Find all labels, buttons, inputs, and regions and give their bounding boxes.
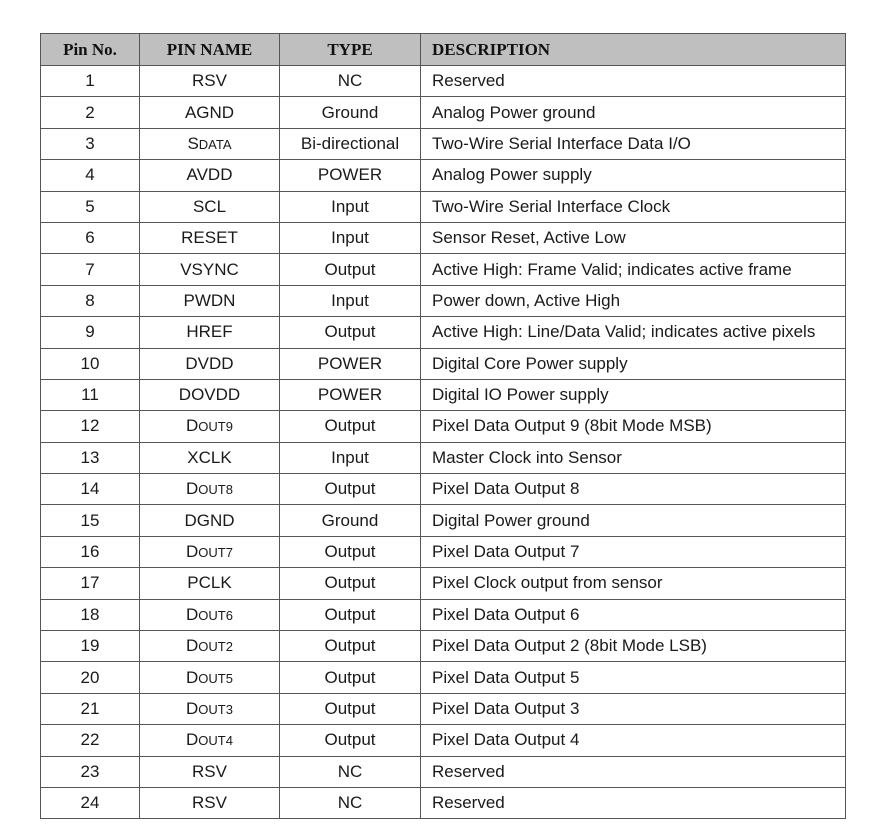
table-row (41, 693, 846, 724)
pin-number-cell: 7 (41, 254, 140, 285)
pin-name-cell: AVDD (140, 160, 280, 191)
pin-name-cell: AGND (140, 97, 280, 128)
header-type: TYPE (280, 34, 421, 66)
pin-name-rest: OUT4 (198, 733, 233, 749)
table-row (41, 160, 846, 191)
header-description: DESCRIPTION (421, 34, 846, 66)
pin-type-cell: Output (280, 693, 421, 724)
header-pin-name: PIN NAME (140, 34, 280, 66)
pin-name-cell: HREF (140, 317, 280, 348)
pin-description-cell: Active High: Frame Valid; indicates active frame (421, 254, 846, 285)
pin-number-cell: 14 (41, 474, 140, 505)
table-row (41, 411, 846, 442)
table-row (41, 505, 846, 536)
pin-description-cell: Pixel Data Output 6 (421, 599, 846, 630)
pin-type-cell: Ground (280, 505, 421, 536)
pin-number-cell: 24 (41, 787, 140, 818)
pin-description-cell: Pixel Data Output 8 (421, 474, 846, 505)
pin-number-cell: 19 (41, 631, 140, 662)
pin-description-cell: Digital IO Power supply (421, 379, 846, 410)
pin-name-initial: D (186, 479, 199, 499)
pin-description-cell: Digital Power ground (421, 505, 846, 536)
pin-name-cell (140, 662, 280, 693)
pin-number-cell: 1 (41, 66, 140, 97)
pin-name-cell (140, 536, 280, 567)
pin-type-cell: Input (280, 285, 421, 316)
table-row (41, 222, 846, 253)
table-row (41, 191, 846, 222)
table-row (41, 662, 846, 693)
pin-type-cell: Ground (280, 97, 421, 128)
pin-description-cell: Pixel Data Output 4 (421, 725, 846, 756)
pin-name-cell: RSV (140, 787, 280, 818)
pin-number-cell: 11 (41, 379, 140, 410)
table-row (41, 128, 846, 159)
pin-number-cell: 3 (41, 128, 140, 159)
pin-name-cell (140, 693, 280, 724)
table-row (41, 442, 846, 473)
pin-type-cell: Output (280, 317, 421, 348)
pin-type-cell: Output (280, 474, 421, 505)
table-row (41, 66, 846, 97)
pin-name-rest: OUT5 (198, 670, 233, 686)
table-row (41, 536, 846, 567)
table-row (41, 379, 846, 410)
pin-name-cell: DVDD (140, 348, 280, 379)
pin-type-cell: NC (280, 66, 421, 97)
pin-description-cell: Reserved (421, 66, 846, 97)
pin-type-cell: Output (280, 725, 421, 756)
pin-number-cell: 15 (41, 505, 140, 536)
pin-name-rest: OUT6 (198, 607, 233, 623)
pin-name-initial: D (186, 604, 199, 624)
pin-name-initial: D (186, 667, 199, 687)
pin-name-cell (140, 411, 280, 442)
table-row (41, 568, 846, 599)
table-row (41, 725, 846, 756)
pin-name-cell: DOVDD (140, 379, 280, 410)
pin-description-cell: Pixel Clock output from sensor (421, 568, 846, 599)
pin-number-cell: 20 (41, 662, 140, 693)
pin-type-cell: POWER (280, 348, 421, 379)
pin-name-initial: S (187, 133, 199, 153)
pin-description-cell: Two-Wire Serial Interface Data I/O (421, 128, 846, 159)
pin-name-rest: OUT3 (198, 702, 233, 717)
pin-description-cell: Sensor Reset, Active Low (421, 222, 846, 253)
pin-name-rest: DATA (198, 136, 232, 152)
pin-number-cell: 10 (41, 348, 140, 379)
pin-description-cell: Master Clock into Sensor (421, 442, 846, 473)
table-row (41, 97, 846, 128)
pin-number-cell: 9 (41, 317, 140, 348)
pin-type-cell: POWER (280, 379, 421, 410)
pin-name-cell: PWDN (140, 285, 280, 316)
table-row (41, 317, 846, 348)
pin-name-cell (140, 128, 280, 159)
pin-description-cell: Active High: Line/Data Valid; indicates active pixels (421, 317, 846, 348)
pin-number-cell: 6 (41, 222, 140, 253)
pin-name-rest: OUT2 (198, 639, 233, 655)
pin-type-cell: Input (280, 222, 421, 253)
pin-number-cell: 22 (41, 725, 140, 756)
pin-number-cell: 2 (41, 97, 140, 128)
table-row (41, 254, 846, 285)
pin-name-cell (140, 631, 280, 662)
pin-name-cell (140, 725, 280, 756)
table-row (41, 599, 846, 630)
pin-type-cell: Input (280, 191, 421, 222)
pin-description-cell: Reserved (421, 787, 846, 818)
pin-name-cell: RESET (140, 222, 280, 253)
table-header (41, 34, 846, 66)
table-row (41, 348, 846, 379)
pin-name-rest: OUT7 (198, 545, 233, 561)
header-pin-no: Pin No. (41, 34, 140, 66)
pin-type-cell: NC (280, 787, 421, 818)
pin-name-rest: OUT8 (198, 482, 233, 498)
pin-name-initial: D (186, 636, 199, 656)
pin-name-cell: XCLK (140, 442, 280, 473)
pin-name-initial: D (186, 730, 199, 750)
pin-type-cell: NC (280, 756, 421, 787)
pin-description-cell: Pixel Data Output 5 (421, 662, 846, 693)
pin-number-cell: 17 (41, 568, 140, 599)
pin-name-initial: D (186, 699, 199, 718)
pin-number-cell: 18 (41, 599, 140, 630)
pin-type-cell: Input (280, 442, 421, 473)
pin-name-rest: OUT9 (198, 419, 233, 435)
pin-description-cell: Reserved (421, 756, 846, 787)
pin-name-cell: SCL (140, 191, 280, 222)
pin-description-cell: Power down, Active High (421, 285, 846, 316)
pin-name-cell: DGND (140, 505, 280, 536)
pin-description-cell: Pixel Data Output 7 (421, 536, 846, 567)
pin-type-cell: Output (280, 568, 421, 599)
pin-name-cell: RSV (140, 66, 280, 97)
pin-description-cell: Pixel Data Output 2 (8bit Mode LSB) (421, 631, 846, 662)
pin-name-cell: RSV (140, 756, 280, 787)
pin-description-cell: Pixel Data Output 3 (421, 693, 846, 724)
pin-name-cell (140, 474, 280, 505)
pin-type-cell: Output (280, 662, 421, 693)
pin-description-cell: Analog Power supply (421, 160, 846, 191)
pin-number-cell: 16 (41, 536, 140, 567)
pin-type-cell: Output (280, 631, 421, 662)
pin-type-cell: Output (280, 599, 421, 630)
pin-type-cell: POWER (280, 160, 421, 191)
pin-type-cell: Output (280, 536, 421, 567)
pin-name-initial: D (186, 542, 199, 562)
pin-type-cell: Output (280, 411, 421, 442)
table-row (41, 474, 846, 505)
pin-type-cell: Output (280, 254, 421, 285)
pin-number-cell: 23 (41, 756, 140, 787)
pin-number-cell: 4 (41, 160, 140, 191)
pin-number-cell: 21 (41, 693, 140, 724)
pin-number-cell: 13 (41, 442, 140, 473)
pin-type-cell: Bi-directional (280, 128, 421, 159)
header-row (41, 34, 846, 66)
table-body (41, 66, 846, 819)
pin-name-initial: D (186, 416, 199, 436)
pin-number-cell: 12 (41, 411, 140, 442)
pin-number-cell: 8 (41, 285, 140, 316)
table-row (41, 787, 846, 818)
pin-description-cell: Two-Wire Serial Interface Clock (421, 191, 846, 222)
table-row (41, 285, 846, 316)
pin-name-cell: PCLK (140, 568, 280, 599)
pin-table (40, 33, 846, 819)
pin-number-cell: 5 (41, 191, 140, 222)
pin-name-cell: VSYNC (140, 254, 280, 285)
pin-description-cell: Digital Core Power supply (421, 348, 846, 379)
pin-name-cell (140, 599, 280, 630)
pin-description-cell: Pixel Data Output 9 (8bit Mode MSB) (421, 411, 846, 442)
pin-description-cell: Analog Power ground (421, 97, 846, 128)
table-row (41, 631, 846, 662)
table-row (41, 756, 846, 787)
